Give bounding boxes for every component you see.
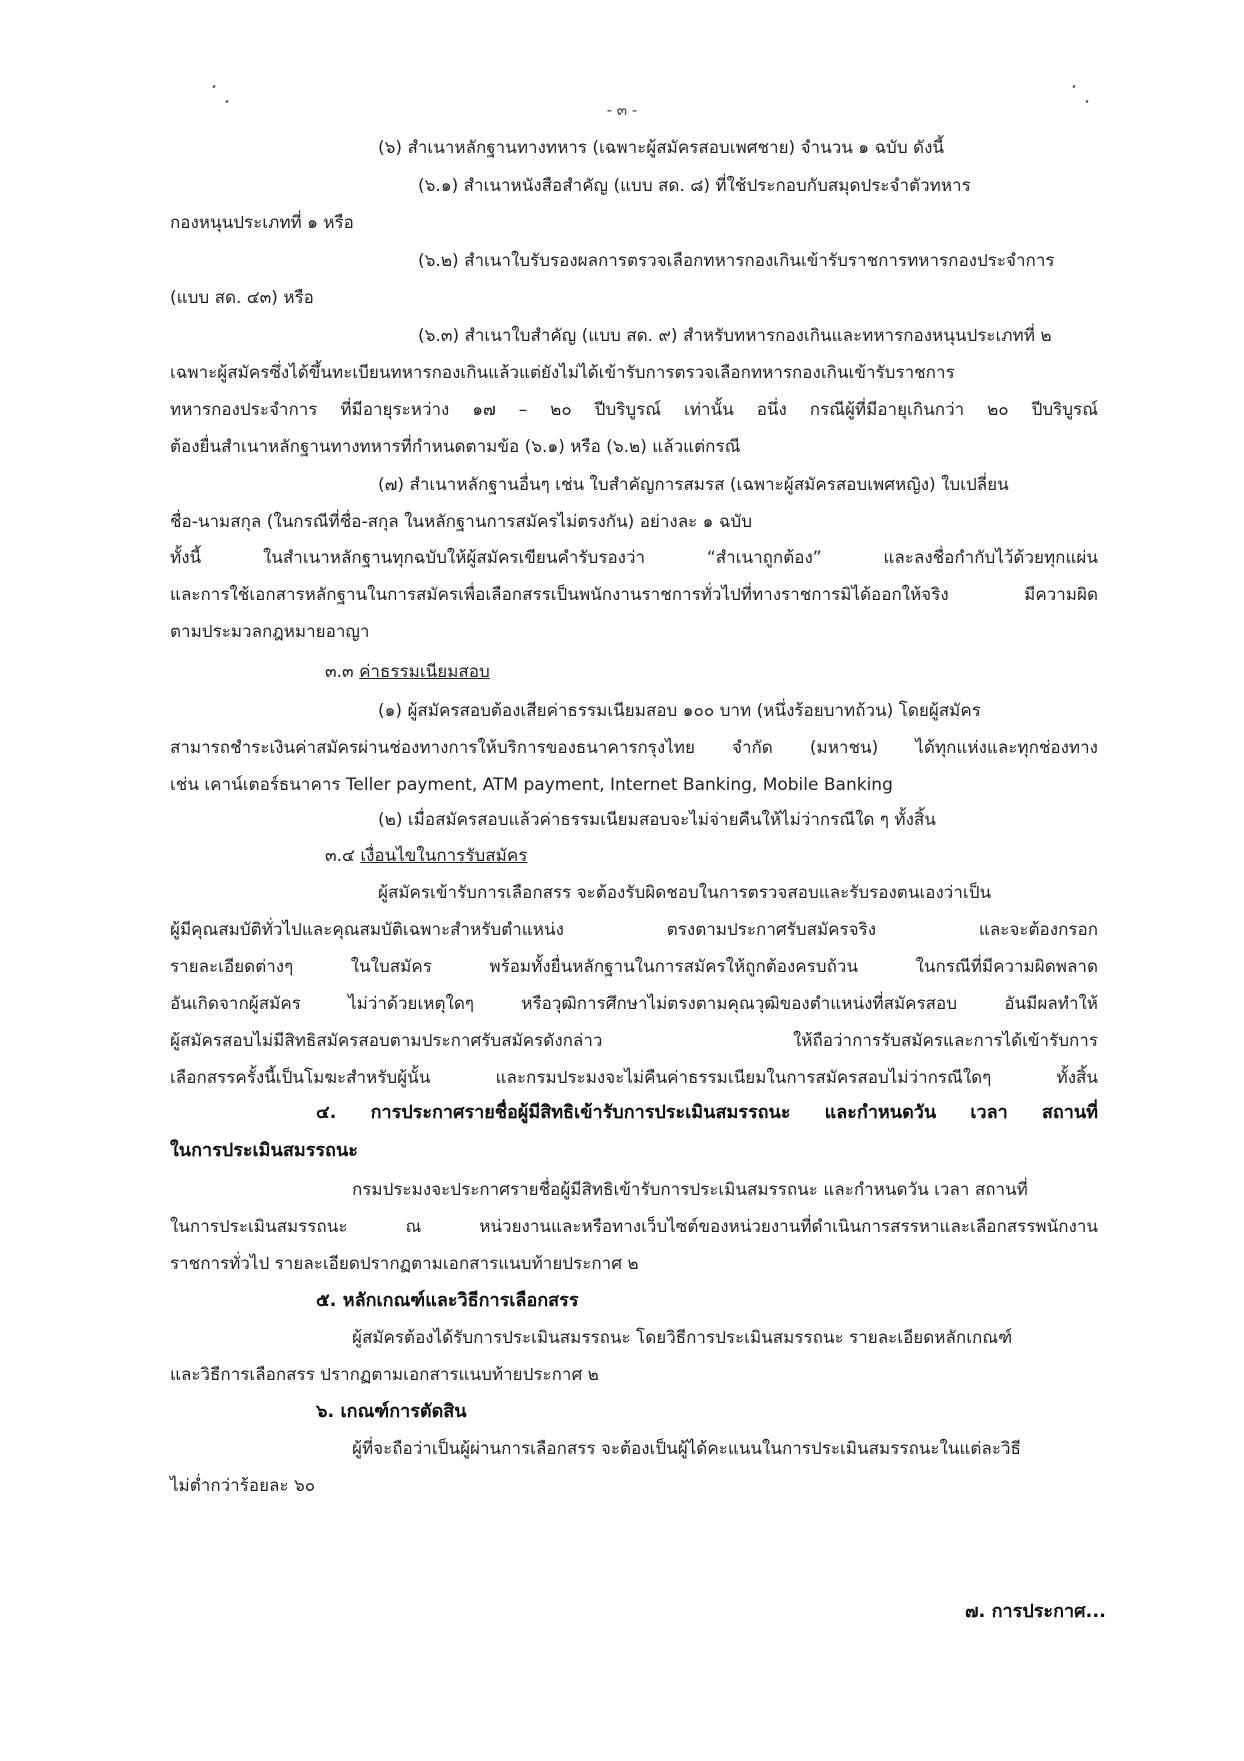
item-7: (๗) สำเนาหลักฐานอื่นๆ เช่น ใบสำคัญการสมรส (เฉพาะผู้สมัครสอบเพศหญิง) ใบเปลี่ยน (378, 475, 1009, 495)
section-5-para: และวิธีการเลือกสรร ปรากฏตามเอกสารแนบท้ายประกาศ ๒ (170, 1365, 599, 1385)
section-number: ๓.๔ (325, 846, 355, 866)
scan-speck (1072, 85, 1075, 89)
fee-item-1-cont: เช่น เคาน์เตอร์ธนาคาร Teller payment, ATM payment, Internet Banking, Mobile Banking (170, 775, 893, 795)
section-4-heading: ๔. การประกาศรายชื่อผู้มีสิทธิเข้ารับการประเมินสมรรถนะ และกำหนดวัน เวลา สถานที่ (316, 1102, 1098, 1123)
item-7-cont: ชื่อ-นามสกุล (ในกรณีที่ชื่อ-สกุล ในหลักฐานการสมัครไม่ตรงกัน) อย่างละ ๑ ฉบับ (170, 512, 753, 532)
section-5-para: ผู้สมัครต้องได้รับการประเมินสมรรถนะ โดยวิธีการประเมินสมรรถนะ รายละเอียดหลักเกณฑ์ (352, 1328, 1013, 1348)
condition-para: รายละเอียดต่างๆ ในใบสมัคร พร้อมทั้งยื่นหลักฐานในการสมัครให้ถูกต้องครบถ้วน ในกรณีที่มีความผิดพลาด (170, 957, 1098, 977)
certification-note: ตามประมวลกฎหมายอาญา (170, 622, 370, 642)
page-number: - ๓ - (606, 101, 638, 119)
section-6-heading: ๖. เกณฑ์การตัดสิน (316, 1401, 467, 1422)
item-6-3: (๖.๓) สำเนาใบสำคัญ (แบบ สด. ๙) สำหรับทหารกองเกินและทหารกองหนุนประเภทที่ ๒ (418, 326, 1052, 346)
scan-speck (212, 85, 215, 89)
continuation-marker: ๗. การประกาศ... (965, 1601, 1107, 1622)
item-6: (๖) สำเนาหลักฐานทางทหาร (เฉพาะผู้สมัครสอบเพศชาย) จำนวน ๑ ฉบับ ดังนี้ (378, 138, 945, 158)
section-3-3-heading (325, 660, 490, 684)
item-6-2: (๖.๒) สำเนาใบรับรองผลการตรวจเลือกทหารกองเกินเข้ารับราชการทหารกองประจำการ (418, 251, 1055, 271)
condition-para: ผู้สมัครสอบไม่มีสิทธิสมัครสอบตามประกาศรับสมัครดังกล่าว ให้ถือว่าการรับสมัครและการได้เข้ารับการ (170, 1031, 1098, 1051)
section-4-para: ในการประเมินสมรรถนะ ณ หน่วยงานและหรือทางเว็บไซต์ของหน่วยงานที่ดำเนินการสรรหาและเลือกสรรพนักงาน (170, 1217, 1098, 1237)
item-6-1: (๖.๑) สำเนาหนังสือสำคัญ (แบบ สด. ๘) ที่ใช้ประกอบกับสมุดประจำตัวทหาร (418, 176, 971, 196)
section-title: เงื่อนไขในการรับสมัคร (360, 846, 528, 866)
section-3-4-heading (325, 844, 527, 868)
section-6-para: ไม่ต่ำกว่าร้อยละ ๖๐ (170, 1476, 316, 1496)
item-6-2-cont: (แบบ สด. ๔๓) หรือ (170, 288, 314, 308)
section-4-heading-cont: ในการประเมินสมรรถนะ (170, 1140, 358, 1161)
section-number: ๓.๓ (325, 662, 354, 682)
item-6-3-cont: เฉพาะผู้สมัครซึ่งได้ขึ้นทะเบียนทหารกองเกินแล้วแต่ยังไม่ได้เข้ารับการตรวจเลือกทหารกองเกินเข้ารับราชการ (170, 363, 955, 383)
section-6-para: ผู้ที่จะถือว่าเป็นผู้ผ่านการเลือกสรร จะต้องเป็นผู้ได้คะแนนในการประเมินสมรรถนะในแต่ละวิธี (352, 1439, 1021, 1459)
section-title: ค่าธรรมเนียมสอบ (359, 662, 490, 682)
section-4-para: ราชการทั่วไป รายละเอียดปรากฏตามเอกสารแนบท้ายประกาศ ๒ (170, 1254, 639, 1274)
condition-para: ผู้สมัครเข้ารับการเลือกสรร จะต้องรับผิดชอบในการตรวจสอบและรับรองตนเองว่าเป็น (378, 883, 992, 903)
fee-item-2: (๒) เมื่อสมัครสอบแล้วค่าธรรมเนียมสอบจะไม่จ่ายคืนให้ไม่ว่ากรณีใด ๆ ทั้งสิ้น (378, 810, 936, 830)
item-6-1-cont: กองหนุนประเภทที่ ๑ หรือ (170, 213, 354, 233)
section-5-heading: ๕. หลักเกณฑ์และวิธีการเลือกสรร (316, 1290, 579, 1311)
fee-item-1-cont: สามารถชำระเงินค่าสมัครผ่านช่องทางการให้บริการของธนาคารกรุงไทย จำกัด (มหาชน) ได้ทุกแห่งและทุกช่องทาง (170, 738, 1098, 758)
item-6-3-cont: ทหารกองประจำการ ที่มีอายุระหว่าง ๑๗ – ๒๐ ปีบริบูรณ์ เท่านั้น อนึ่ง กรณีผู้ที่มีอายุเกินกว่า ๒๐ ปีบริบูรณ์ (170, 400, 1098, 420)
fee-item-1: (๑) ผู้สมัครสอบต้องเสียค่าธรรมเนียมสอบ ๑๐๐ บาท (หนึ่งร้อยบาทถ้วน) โดยผู้สมัคร (378, 701, 981, 721)
condition-para: อันเกิดจากผู้สมัคร ไม่ว่าด้วยเหตุใดๆ หรือวุฒิการศึกษาไม่ตรงตามคุณวุฒิของตำแหน่งที่สมัครสอบ อันมีผลทำให้ (170, 994, 1098, 1014)
section-4-para: กรมประมงจะประกาศรายชื่อผู้มีสิทธิเข้ารับการประเมินสมรรถนะ และกำหนดวัน เวลา สถานที่ (352, 1180, 1028, 1200)
condition-para: ผู้มีคุณสมบัติทั่วไปและคุณสมบัติเฉพาะสำหรับตำแหน่ง ตรงตามประกาศรับสมัครจริง และจะต้องกรอก (170, 920, 1098, 940)
certification-note: และการใช้เอกสารหลักฐานในการสมัครเพื่อเลือกสรรเป็นพนักงานราชการทั่วไปที่ทางราชการมิได้ออกให้จริง มีความผิด (170, 585, 1098, 605)
certification-note: ทั้งนี้ ในสำเนาหลักฐานทุกฉบับให้ผู้สมัครเขียนคำรับรองว่า “สำเนาถูกต้อง” และลงชื่อกำกับไว้ด้วยทุกแผ่น (170, 548, 1098, 568)
item-6-3-cont: ต้องยื่นสำเนาหลักฐานทางทหารที่กำหนดตามข้อ (๖.๑) หรือ (๖.๒) แล้วแต่กรณี (170, 437, 741, 457)
condition-para: เลือกสรรครั้งนี้เป็นโมฆะสำหรับผู้นั้น และกรมประมงจะไม่คืนค่าธรรมเนียมในการสมัครสอบไม่ว่ากรณีใดๆ ทั้งสิ้น (170, 1068, 1098, 1088)
